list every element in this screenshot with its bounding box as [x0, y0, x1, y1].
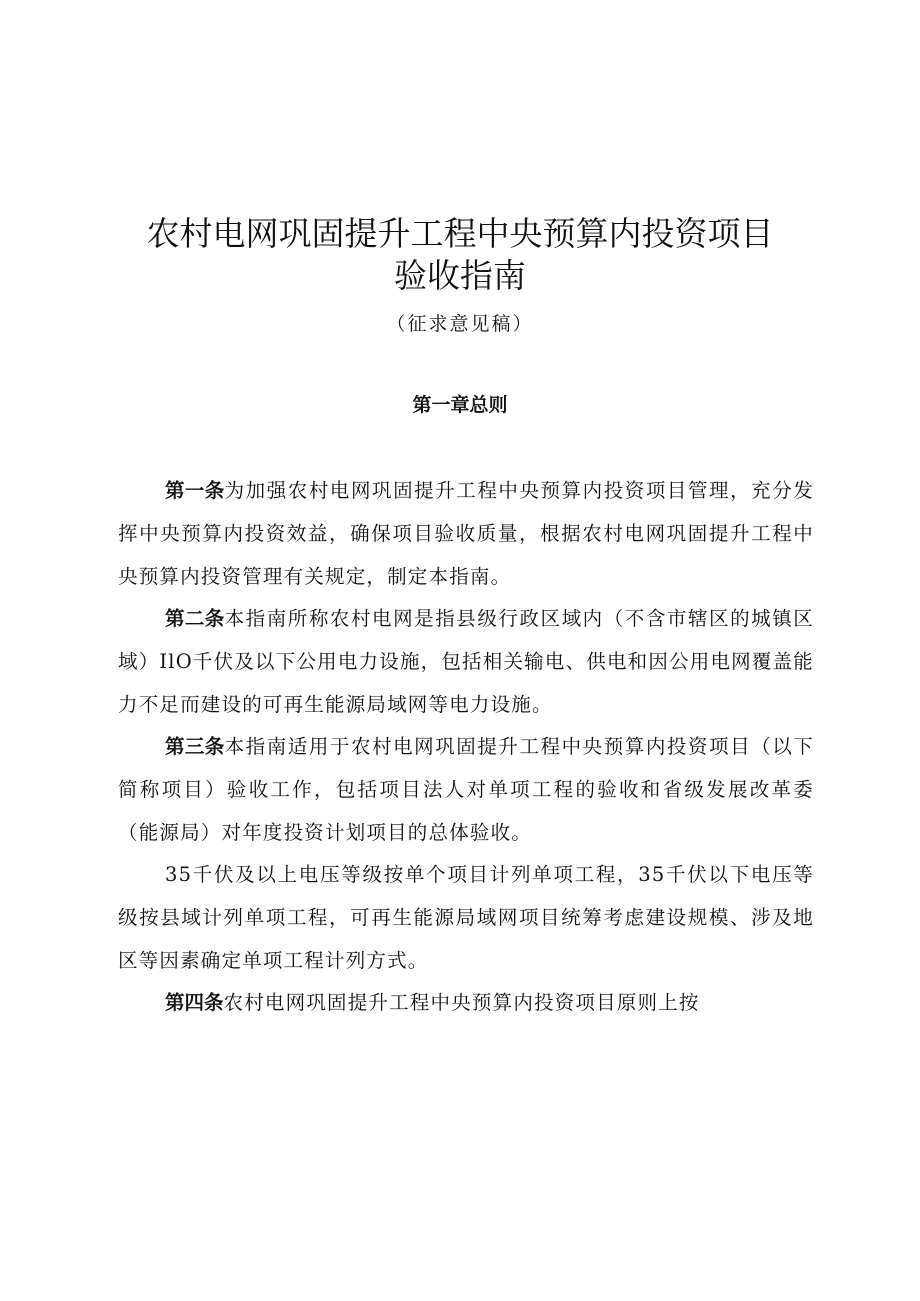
article-4-paragraph: [118, 981, 814, 1024]
document-title-line2: 验收指南: [394, 256, 526, 295]
article-3-paragraph: [118, 725, 814, 854]
document-title-line1: 农村电网巩固提升工程中央预算内投资项目: [146, 214, 774, 253]
article-1-paragraph: [118, 469, 814, 598]
article-1-label: 第一条: [165, 479, 225, 502]
document-subtitle: （征求意见稿）: [386, 313, 534, 335]
article-2-paragraph: [118, 597, 814, 726]
article-3-continuation-text: 35千伏及以上电压等级按单个项目计列单项工程，35千伏以下电压等级按县域计列单项工程，可再生能源局域网项目统筹考虑建设规模、涉及地区等因素确定单项工程计列方式。: [118, 863, 814, 972]
article-3-label: 第三条: [165, 735, 225, 758]
article-2-text: 本指南所称农村电网是指县级行政区域内（不含市辖区的城镇区域）IlO千伏及以下公用电力设施，包括相关输电、供电和因公用电网覆盖能力不足而建设的可再生能源局域网等电力设施。: [118, 607, 814, 716]
chapter-heading: 第一章总则: [412, 394, 508, 416]
article-3-text: 本指南适用于农村电网巩固提升工程中央预算内投资项目（以下简称项目）验收工作，包括项目法人对单项工程的验收和省级发展改革委（能源局）对年度投资计划项目的总体验收。: [118, 735, 814, 844]
article-2-label: 第二条: [165, 607, 225, 630]
article-1-text: 为加强农村电网巩固提升工程中央预算内投资项目管理，充分发挥中央预算内投资效益，确保项目验收质量，根据农村电网巩固提升工程中央预算内投资管理有关规定，制定本指南。: [118, 479, 814, 588]
article-4-text: 农村电网巩固提升工程中央预算内投资项目原则上按: [223, 991, 700, 1014]
article-4-label: 第四条: [165, 991, 224, 1014]
article-3-continuation-paragraph: [118, 853, 814, 982]
